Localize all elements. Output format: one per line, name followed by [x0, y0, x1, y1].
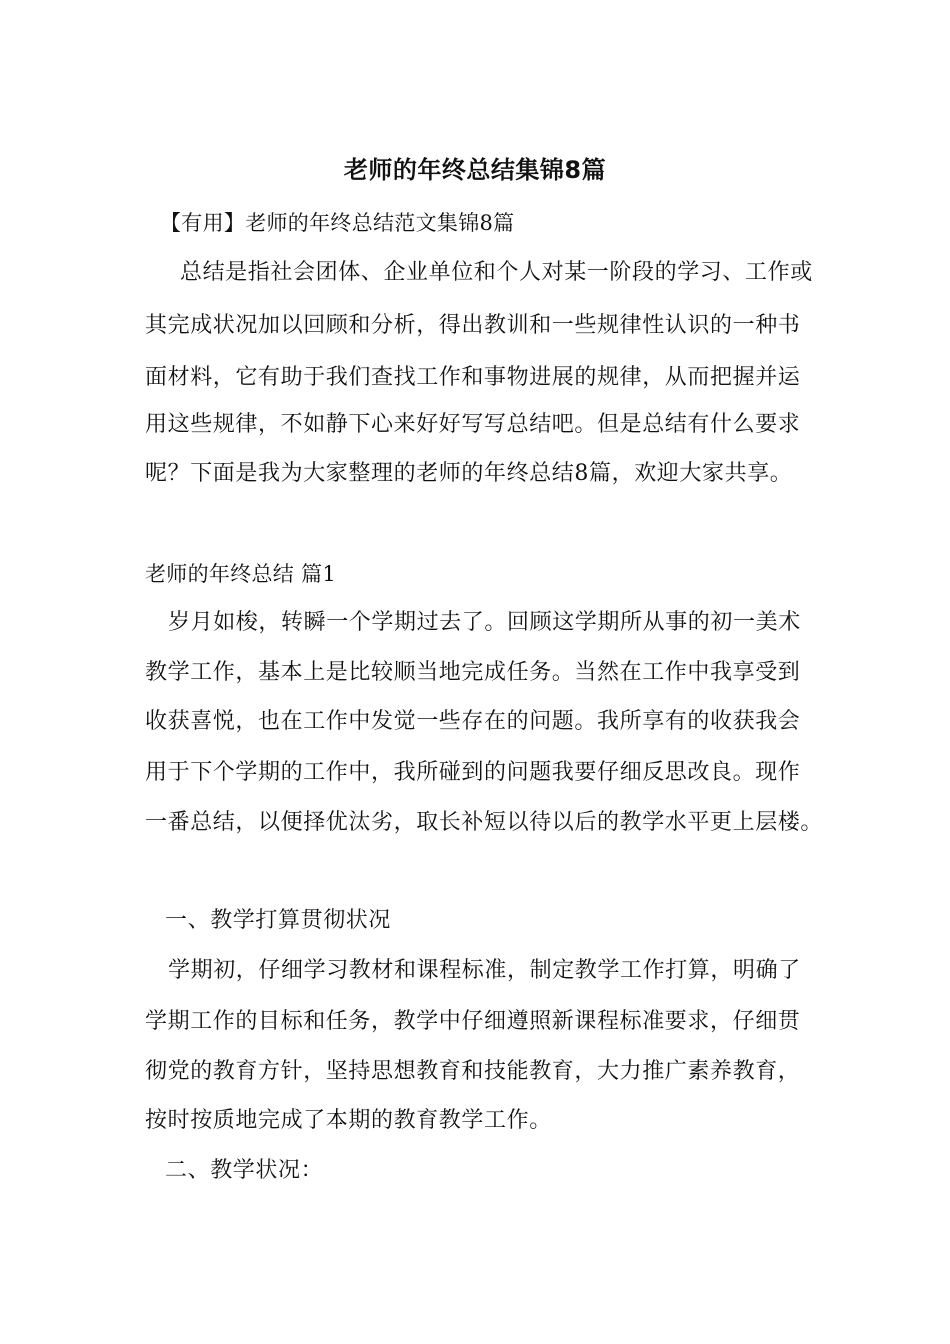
part-two-heading: 二、教学状况：	[165, 1158, 324, 1183]
section-line-4: 用于下个学期的工作中，我所碰到的问题我要仔细反思改良。现作	[145, 760, 801, 785]
part-one-line-4: 按时按质地完成了本期的教育教学工作。	[145, 1108, 552, 1133]
document-subtitle: 【有用】老师的年终总结范文集锦8篇	[160, 211, 515, 235]
intro-line-2: 其完成状况加以回顾和分析，得出教训和一些规律性认识的一种书	[145, 313, 801, 338]
part-one-line-3: 彻党的教育方针，坚持思想教育和技能教育，大力推广素养教育，	[145, 1059, 801, 1084]
intro-line-1: 总结是指社会团体、企业单位和个人对某一阶段的学习、工作或	[180, 260, 813, 285]
section-heading: 老师的年终总结 篇1	[145, 562, 337, 586]
section-line-3: 收获喜悦，也在工作中发觉一些存在的问题。我所享有的收获我会	[145, 709, 801, 734]
section-line-2: 教学工作，基本上是比较顺当地完成任务。当然在工作中我享受到	[145, 660, 801, 685]
part-one-line-2: 学期工作的目标和任务，教学中仔细遵照新课程标准要求，仔细贯	[145, 1009, 801, 1034]
intro-line-4: 用这些规律，不如静下心来好好写写总结吧。但是总结有什么要求	[145, 412, 801, 437]
section-line-1: 岁月如梭，转瞬一个学期过去了。回顾这学期所从事的初一美术	[168, 610, 801, 635]
intro-line-5: 呢？下面是我为大家整理的老师的年终总结8篇，欢迎大家共享。	[145, 461, 793, 486]
part-one-heading: 一、教学打算贯彻状况	[165, 908, 392, 933]
section-line-5: 一番总结，以便择优汰劣，取长补短以待以后的教学水平更上层楼。	[145, 810, 824, 835]
intro-line-3: 面材料，它有助于我们查找工作和事物进展的规律，从而把握并运	[145, 365, 801, 390]
part-one-line-1: 学期初，仔细学习教材和课程标准，制定教学工作打算，明确了	[168, 958, 801, 983]
document-title: 老师的年终总结集锦8篇	[343, 156, 607, 184]
